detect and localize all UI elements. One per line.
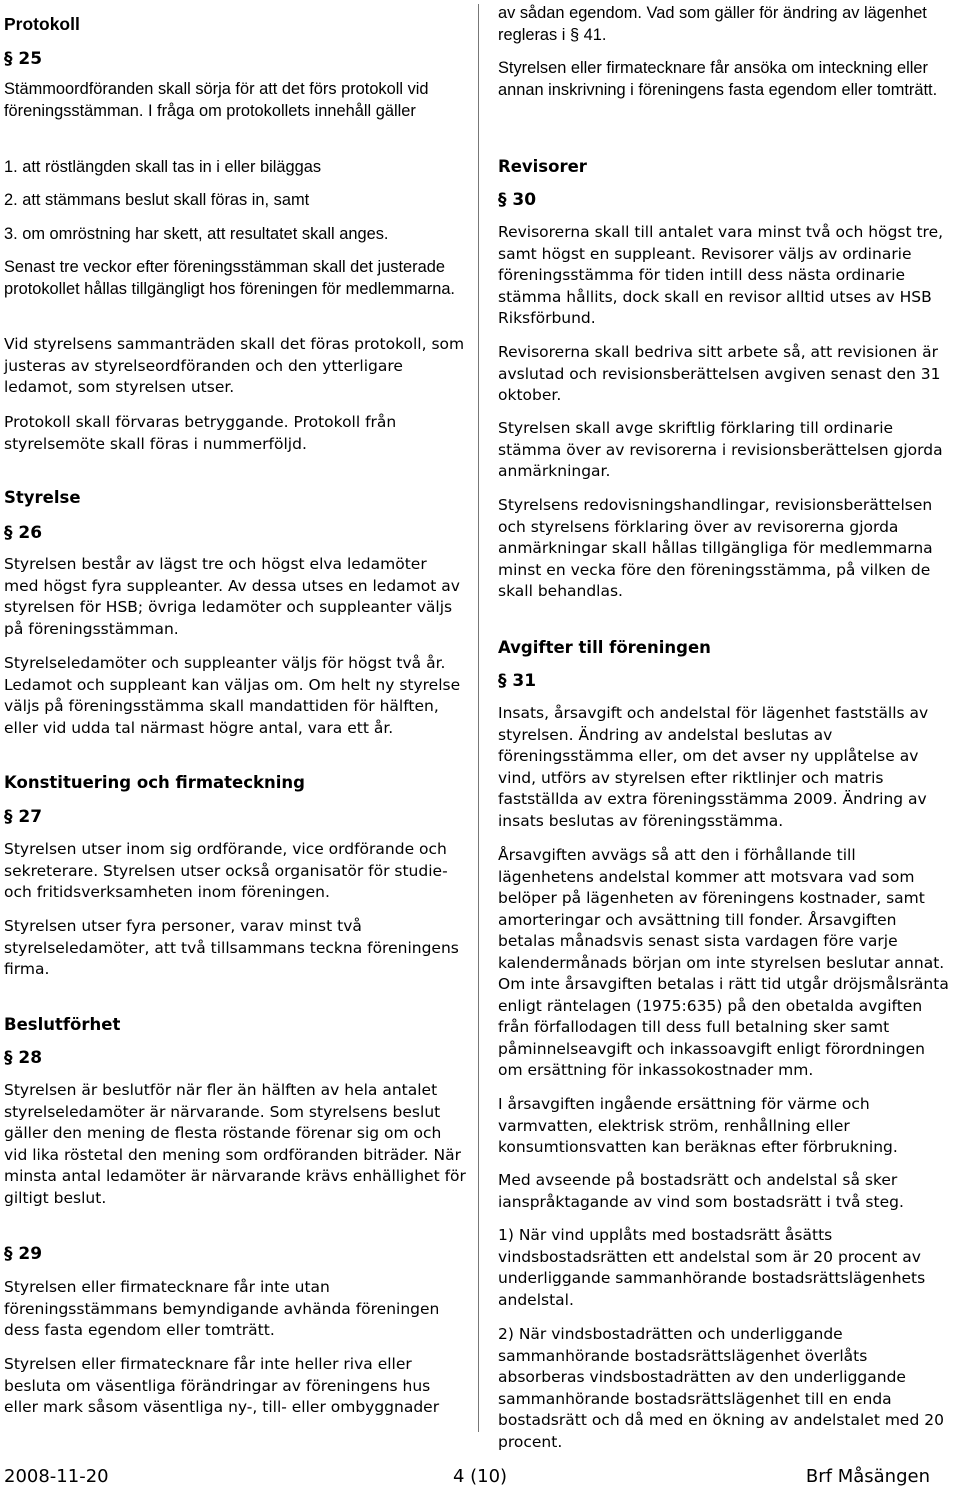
continued-text: av sådan egendom. Vad som gäller för ändring av lägenhet regleras i § 41.	[498, 4, 927, 44]
revisorer-heading: Revisorer	[498, 157, 587, 176]
column-divider	[478, 4, 479, 1432]
p30-text-4: Styrelsens redovisningshandlingar, revisionsberättelsen och styrelsens förklaring över av revisorerna gjorda anmärkningar skall hållas tillgängliga för medlemmarna minst en vecka före den föreningsstämma, på vilken de skall behandlas.	[498, 496, 933, 600]
p29-text-1: Styrelsen eller firmatecknare får inte utan föreningsstämmans bemyndigande avhända föreningen dess fasta egendom eller tomträtt.	[4, 1278, 440, 1339]
avgifter-heading: Avgifter till föreningen	[498, 638, 711, 657]
p25-vid-styrelsens: Vid styrelsens sammanträden skall det föras protokoll, som justeras av styrelseordföranden och den ytterligare ledamot, som styrelsen utser.	[4, 335, 465, 396]
p25-intro: Stämmoordföranden skall sörja för att det förs protokoll vid föreningsstämman. I fråga om protokollets innehåll gäller	[4, 80, 429, 120]
p31-text-5: 1) När vind upplåts med bostadsrätt åsätts vindsbostadsrätten ett andelstal som är 20 procent av underliggande sammanhörande bostadsrättslägenhets andelstal.	[498, 1226, 926, 1309]
footer-page-number: 4 (10)	[452, 1466, 508, 1487]
paragraph-26-number: § 26	[4, 523, 43, 543]
p25-senast: Senast tre veckor efter föreningsstämman skall det justerade protokollet hållas tillgängligt hos föreningen för medlemmarna.	[4, 258, 455, 298]
paragraph-29-number: § 29	[4, 1244, 43, 1264]
paragraph-28-number: § 28	[4, 1048, 43, 1068]
p25-item-1: 1. att röstlängden skall tas in i eller biläggas	[4, 158, 322, 176]
paragraph-25-number: § 25	[4, 49, 43, 69]
paragraph-31-number: § 31	[498, 671, 537, 691]
p28-text: Styrelsen är beslutför när fler än hälften av hela antalet styrelseledamöter är närvarande. Som styrelsens beslut gäller den mening de flesta röstande förenar sig om och vid lika röstetal den mening som ordföranden biträder. När minsta antal ledamöter är närvarande krävs enhällighet för giltigt beslut.	[4, 1081, 466, 1207]
inteckning-text: Styrelsen eller firmatecknare får ansöka om inteckning eller annan inskrivning i föreningens fasta egendom eller tomträtt.	[498, 59, 938, 99]
p25-forvaras: Protokoll skall förvaras betryggande. Protokoll från styrelsemöte skall föras i nummerföljd.	[4, 413, 397, 453]
p31-text-3: I årsavgiften ingående ersättning för värme och varmvatten, elektrisk ström, renhållning eller konsumtionsvatten kan beräknas efter förbrukning.	[498, 1095, 898, 1156]
p27-text-1: Styrelsen utser inom sig ordförande, vice ordförande och sekreterare. Styrelsen utser också organisatör för studie- och fritidsverksamheten inom föreningen.	[4, 840, 448, 901]
p31-text-2: Årsavgiften avvägs så att den i förhållande till lägenhetens andelstal kommer att motsvara vad som belöper på lägenheten av föreningens kostnader, samt amorteringar och avsättning till fonder. Årsavgiften betalas månadsvis senast sista vardagen före varje kalendermånads början om inte styrelsen beslutar annat. Om inte årsavgiften betalas i rätt tid utgår dröjsmålsränta enligt räntelagen (1975:635) på den obetalda avgiften från förfallodagen till dess full betalning sker samt påminnelseavgift och inkassoavgift enligt förordningen om ersättning för inkassokostnader mm.	[498, 846, 949, 1079]
footer-organization: Brf Måsängen	[805, 1466, 930, 1487]
beslutforhet-heading: Beslutförhet	[4, 1015, 121, 1034]
styrelse-heading: Styrelse	[4, 488, 81, 507]
p30-text-2: Revisorerna skall bedriva sitt arbete så, att revisionen är avslutad och revisionsberättelsen avgiven senast den 31 oktober.	[498, 343, 941, 404]
p31-text-6: 2) När vindsbostadrätten och underliggande sammanhörande bostadsrättslägenhet överlåts absorberas vindsbostadrätten av den underliggande sammanhörande bostadsrättslägenhet till en enda bostadsrätt och då med en ökning av andelstalet med 20 procent.	[498, 1325, 944, 1451]
protokoll-heading: Protokoll	[4, 14, 80, 34]
p26-text-2: Styrelseledamöter och suppleanter väljs för högst två år. Ledamot och suppleant kan väljas om. Om helt ny styrelse väljs på föreningsstämma skall mandattiden för hälften, eller vid udda tal närmast högre antal, vara ett år.	[4, 654, 461, 737]
paragraph-30-number: § 30	[498, 190, 537, 210]
p30-text-1: Revisorerna skall till antalet vara minst två och högst tre, samt högst en suppleant. Revisorer väljs av ordinarie föreningsstämma för tiden intill dess nästa ordinarie stämma hållits, dock skall en revisor alltid utses av HSB Riksförbund.	[498, 223, 944, 327]
paragraph-27-number: § 27	[4, 807, 43, 827]
konstituering-heading: Konstituering och firmateckning	[4, 773, 305, 792]
p25-item-2: 2. att stämmans beslut skall föras in, samt	[4, 191, 310, 209]
p26-text-1: Styrelsen består av lägst tre och högst elva ledamöter med högst fyra suppleanter. Av dessa utses en ledamot av styrelsen för HSB; övriga ledamöter och suppleanter väljs på föreningsstämman.	[4, 555, 460, 638]
p30-text-3: Styrelsen skall avge skriftlig förklaring till ordinarie stämma över av revisorerna i revisionsberättelsen gjorda anmärkningar.	[498, 419, 943, 480]
p31-text-1: Insats, årsavgift och andelstal för lägenhet fastställs av styrelsen. Ändring av andelstal beslutas av föreningsstämma eller, om det avser ny upplåtelse av vind, utförs av styrelsen efter riktlinjer och matris fastställda av extra föreningsstämma 2009. Ändring av insats beslutas av föreningsstämma.	[498, 704, 929, 830]
p29-text-2: Styrelsen eller firmatecknare får inte heller riva eller besluta om väsentliga förändringar av föreningens hus eller mark såsom väsentliga ny-, till- eller ombyggnader	[4, 1355, 440, 1416]
p25-item-3: 3. om omröstning har skett, att resultatet skall anges.	[4, 225, 389, 243]
p31-text-4: Med avseende på bostadsrätt och andelstal så sker ianspråktagande av vind som bostadsrätt i två steg.	[498, 1171, 904, 1211]
footer-date: 2008-11-20	[4, 1466, 109, 1487]
p27-text-2: Styrelsen utser fyra personer, varav minst två styrelseledamöter, att två tillsammans teckna föreningens firma.	[4, 917, 459, 978]
